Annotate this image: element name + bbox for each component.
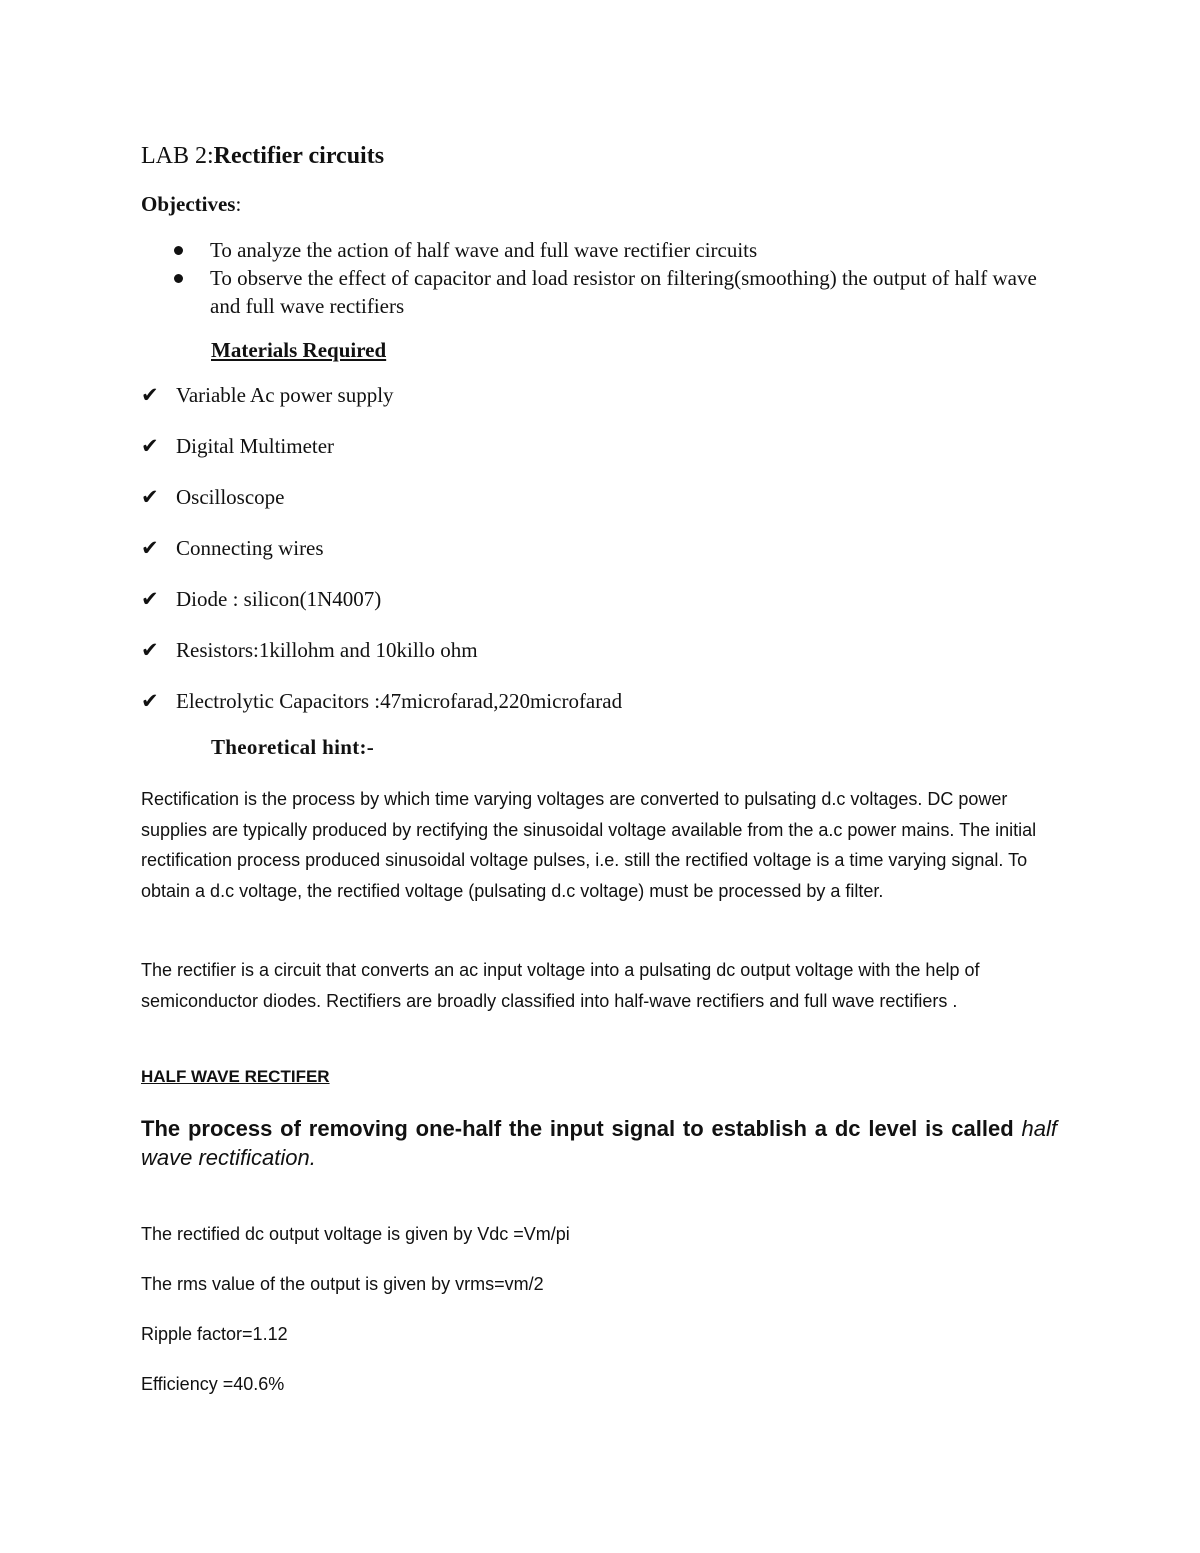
- page-title: [141, 143, 384, 170]
- formula-vdc: The rectified dc output voltage is given by Vdc =Vm/pi: [141, 1224, 570, 1244]
- checkmark-icon: ✔: [141, 485, 159, 509]
- formula-vrms: The rms value of the output is given by vrms=vm/2: [141, 1274, 544, 1294]
- objectives-list: [172, 236, 1072, 320]
- material-text: Diode : silicon(1N4007): [176, 587, 382, 611]
- material-text: Resistors:1killohm and 10killo ohm: [176, 638, 478, 662]
- formula-ripple: Ripple factor=1.12: [141, 1324, 288, 1344]
- title-prefix: LAB 2:: [141, 143, 214, 169]
- bullet-icon: [174, 246, 183, 255]
- material-text: Oscilloscope: [176, 485, 285, 509]
- checkmark-icon: ✔: [141, 689, 159, 713]
- objectives-colon: :: [235, 192, 242, 216]
- material-item: [141, 533, 622, 584]
- objectives-label: Objectives: [141, 192, 236, 216]
- definition-term: half wave rectification.: [141, 1116, 1057, 1170]
- objectives-heading: [141, 192, 241, 217]
- checkmark-icon: ✔: [141, 434, 159, 458]
- checkmark-icon: ✔: [141, 638, 159, 662]
- formula-efficiency: Efficiency =40.6%: [141, 1374, 285, 1394]
- material-item: [141, 686, 622, 737]
- material-item: [141, 431, 622, 482]
- objective-text: To observe the effect of capacitor and load resistor on filtering(smoothing) the output of half wave and full wave rectifiers: [210, 266, 1037, 318]
- bullet-icon: [174, 274, 183, 283]
- title-main: Rectifier circuits: [213, 143, 385, 169]
- materials-list: [141, 380, 622, 737]
- material-item: [141, 635, 622, 686]
- material-item: [141, 584, 622, 635]
- rectifier-paragraph: The rectifier is a circuit that converts an ac input voltage into a pulsating dc output voltage with the help of semiconductor diodes. Rectifiers are broadly classified into half-wave rectifiers and full wave rectifiers .: [141, 960, 980, 1011]
- objective-item: [172, 264, 1072, 320]
- half-wave-definition: [141, 1114, 1057, 1172]
- checkmark-icon: ✔: [141, 536, 159, 560]
- objective-item: [172, 236, 1072, 264]
- material-item: [141, 482, 622, 533]
- material-text: Connecting wires: [176, 536, 324, 560]
- material-text: Variable Ac power supply: [176, 383, 394, 407]
- objective-text: To analyze the action of half wave and full wave rectifier circuits: [210, 238, 758, 262]
- checkmark-icon: ✔: [141, 383, 159, 407]
- definition-text: The process of removing one-half the input signal to establish a dc level is called: [141, 1116, 1022, 1141]
- materials-heading: Materials Required: [211, 338, 387, 362]
- material-text: Digital Multimeter: [176, 434, 335, 458]
- theory-heading: Theoretical hint:-: [211, 735, 375, 759]
- checkmark-icon: ✔: [141, 587, 159, 611]
- material-item: [141, 380, 622, 431]
- theory-paragraph: Rectification is the process by which time varying voltages are converted to pulsating d.c voltages. DC power supplies are typically produced by rectifying the sinusoidal voltage available from the a.c power mains. The initial rectification process produced sinusoidal voltage pulses, i.e. still the rectified voltage is a time varying signal. To obtain a d.c voltage, the rectified voltage (pulsating d.c voltage) must be processed by a filter.: [141, 789, 1037, 901]
- material-text: Electrolytic Capacitors :47microfarad,220microfarad: [176, 689, 623, 713]
- half-wave-heading: HALF WAVE RECTIFER: [141, 1067, 330, 1086]
